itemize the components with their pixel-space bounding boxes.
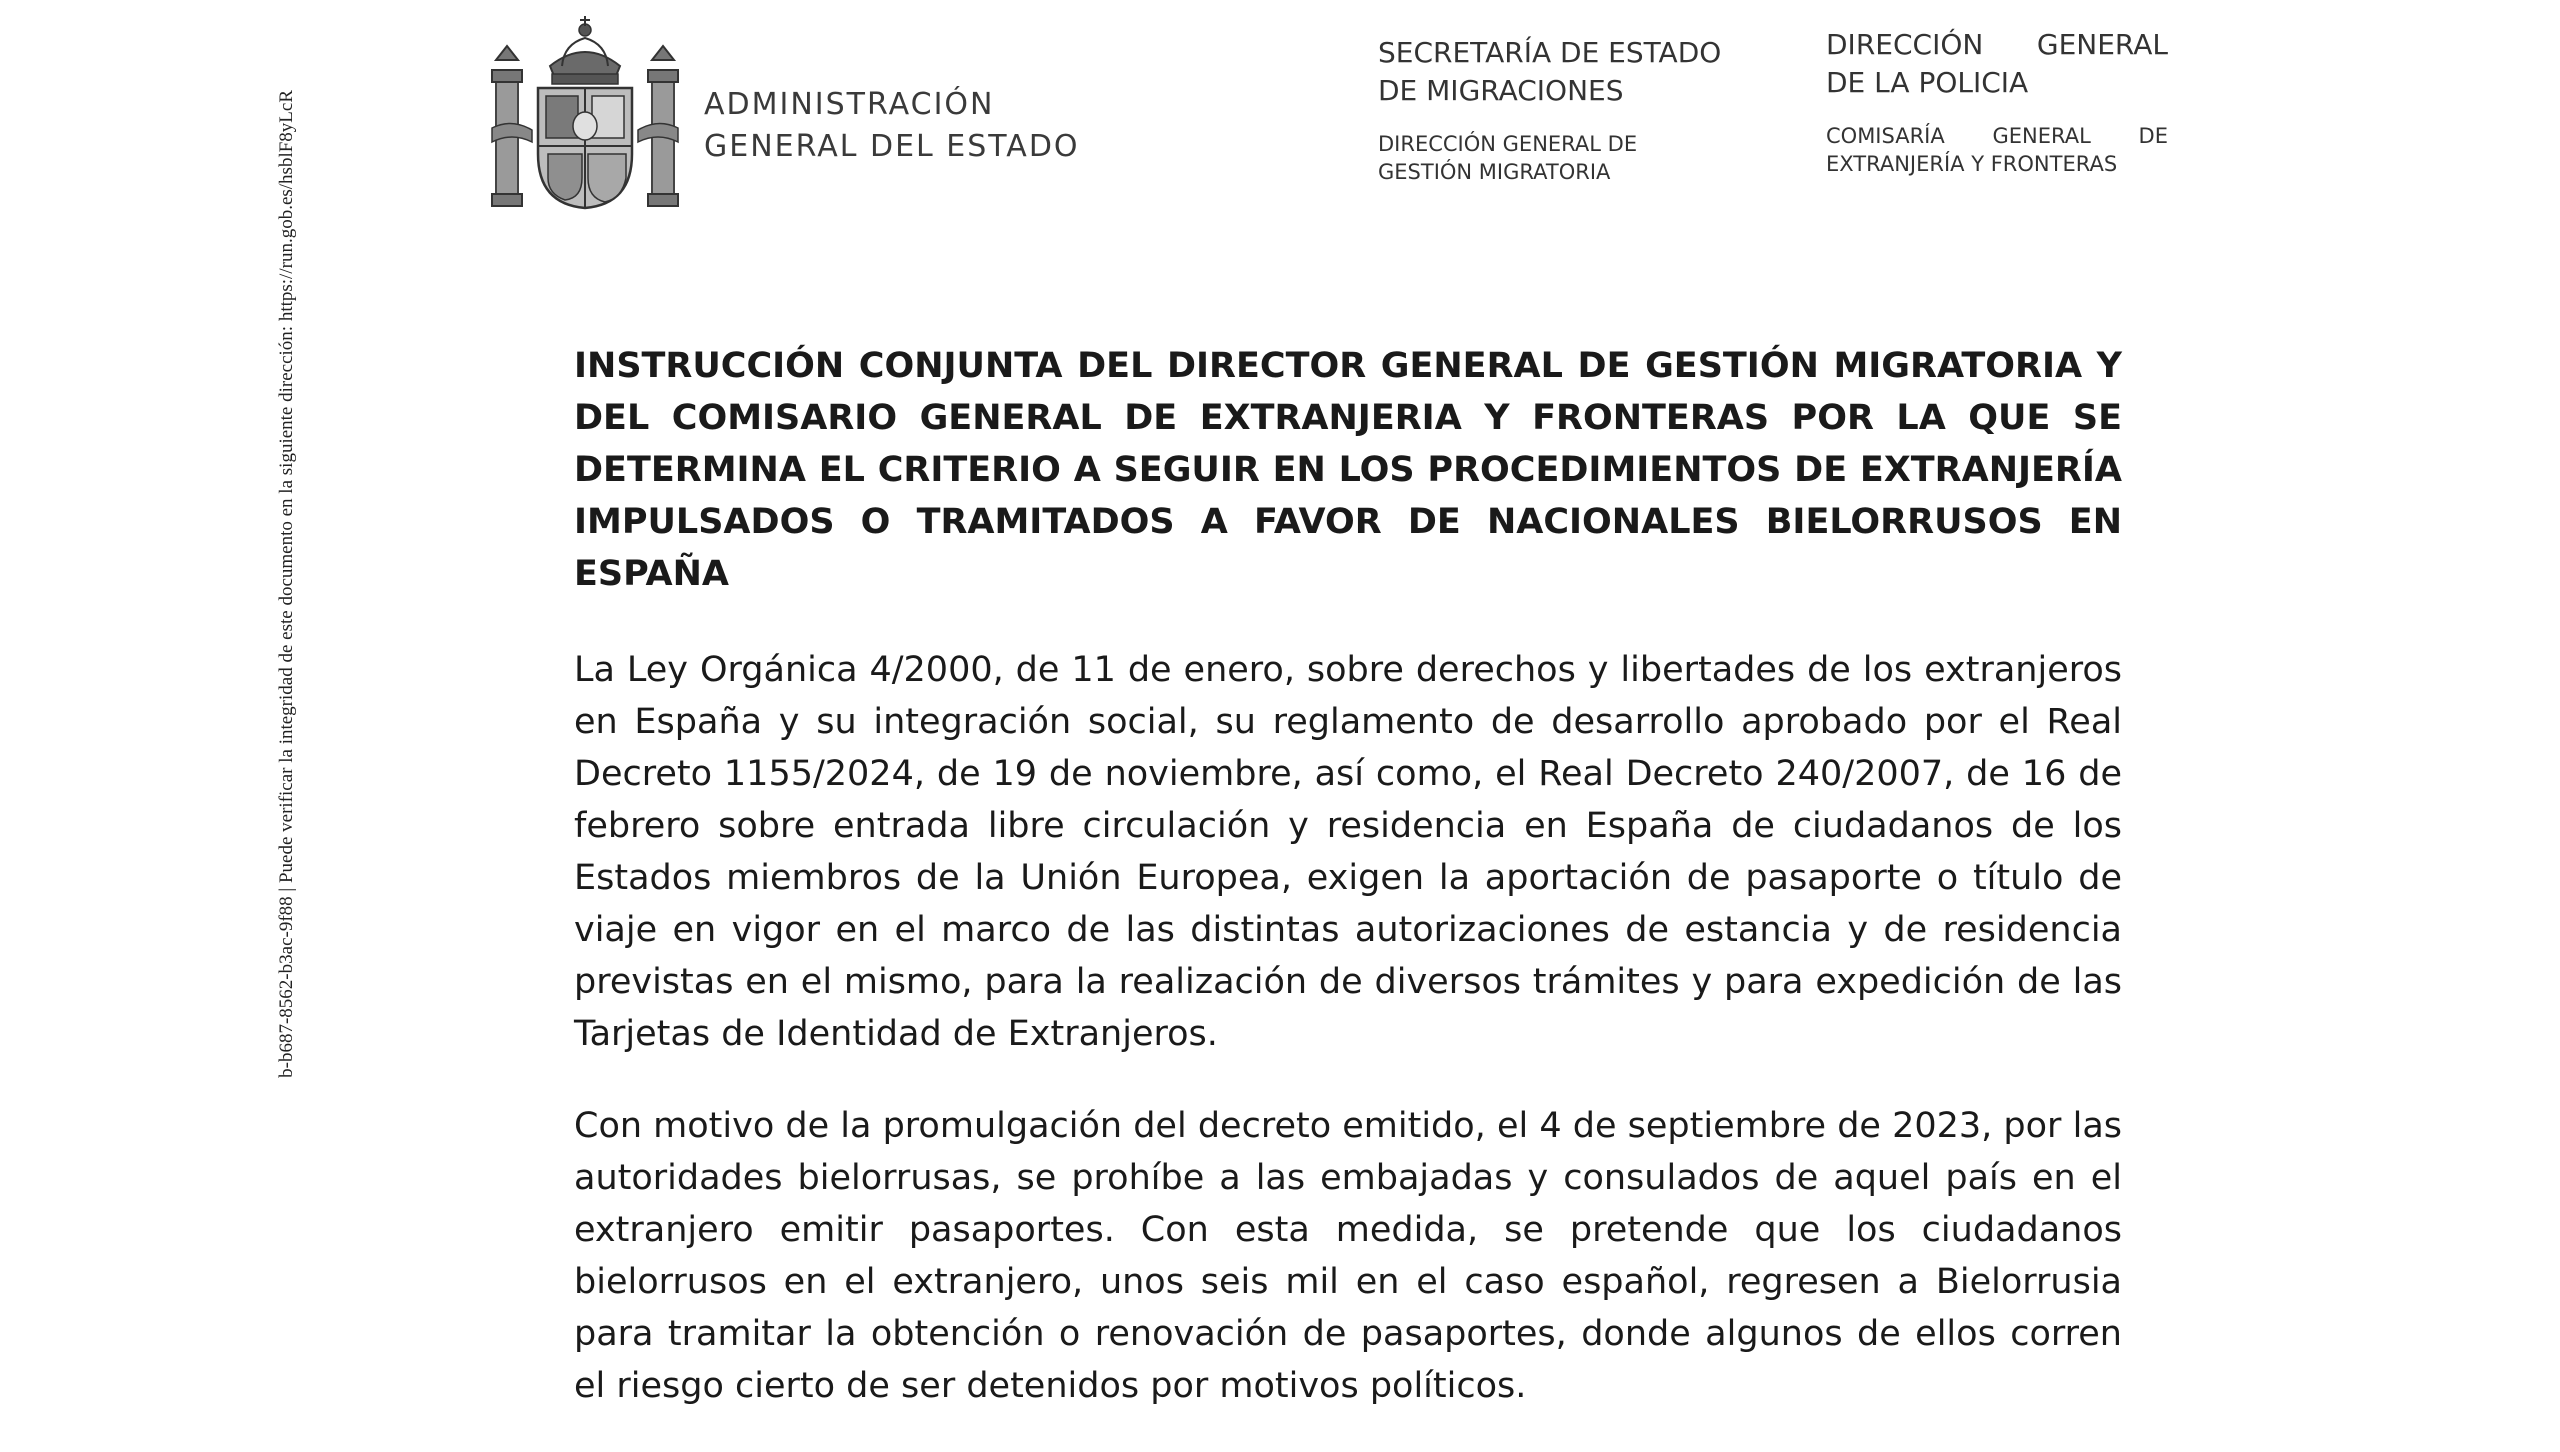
coat-of-arms-of-spain — [492, 8, 678, 212]
document-body — [574, 340, 2122, 1452]
paragraph-2: Con motivo de la promulgación del decreto emitido, el 4 de septiembre de 2023, por las autoridades bielorrusas, se prohíbe a las embajadas y consulados de aquel país en el extranjero emitir pasaportes. Con esta medida, se pretende que los ciudadanos bielorrusos en el extranjero, unos seis mil en el caso español, regresen a Bielorrusia para tramitar la obtención o renovación de pasaportes, donde algunos de ellos corren el riesgo cierto de ser detenidos por motivos políticos. — [574, 1106, 2122, 1406]
direccion-general-subtitle — [1826, 122, 2168, 178]
admin-line-1: ADMINISTRACIÓN — [704, 87, 995, 122]
secretaria-title — [1378, 34, 1721, 110]
direccion-general-policia-block — [1826, 26, 2168, 178]
paragraph-1: La Ley Orgánica 4/2000, de 11 de enero, sobre derechos y libertades de los extranjeros en España y su integración social, su reglamento de desarrollo aprobado por el Real Decreto 1155/2024, de 19 de noviembre, así como, el Real Decreto 240/2007, de 16 de febrero sobre entrada libre circulación y residencia en España de ciudadanos de los Estados miembros de la Unión Europea, exigen la aportación de pasaporte o título de viaje en vigor en el marco de las distintas autorizaciones de estancia y de residencia previstas en el mismo, para la realización de diversos trámites y para expedición de las Tarjetas de Identidad de Extranjeros. — [574, 650, 2122, 1054]
admin-line-2: GENERAL DEL ESTADO — [704, 129, 1080, 164]
dg-sub-line-1: COMISARÍA GENERAL DE — [1826, 124, 2168, 148]
document-title: INSTRUCCIÓN CONJUNTA DEL DIRECTOR GENERAL DE GESTIÓN MIGRATORIA Y DEL COMISARIO GENERAL DE EXTRANJERIA Y FRONTERAS POR LA QUE SE DETERMINA EL CRITERIO A SEGUIR EN LOS PROCEDIMIENTOS DE EXTRANJERÍA IMPULSADOS O TRAMITADOS A FAVOR DE NACIONALES BIELORRUSOS EN ESPAÑA — [574, 346, 2122, 594]
dg-line-2: DE LA POLICIA — [1826, 66, 2029, 99]
direccion-general-title — [1826, 26, 2168, 102]
administracion-general-del-estado — [704, 84, 1080, 168]
secretaria-line-2: DE MIGRACIONES — [1378, 74, 1624, 107]
secretaria-sub-line-1: DIRECCIÓN GENERAL DE — [1378, 132, 1638, 156]
secretaria-sub-line-2: GESTIÓN MIGRATORIA — [1378, 160, 1611, 184]
secretaria-de-estado-block — [1378, 34, 1721, 186]
dg-line-1: DIRECCIÓN GENERAL — [1826, 28, 2168, 61]
dg-sub-line-2: EXTRANJERÍA Y FRONTERAS — [1826, 152, 2118, 176]
verification-side-note: b-b687-8562-b3ac-9f88 | Puede verificar la integridad de este documento en la siguiente dirección: https://run.gob.es/hsblF8yLcR — [276, 90, 297, 1078]
secretaria-line-1: SECRETARÍA DE ESTADO — [1378, 36, 1722, 69]
secretaria-subtitle — [1378, 130, 1721, 186]
